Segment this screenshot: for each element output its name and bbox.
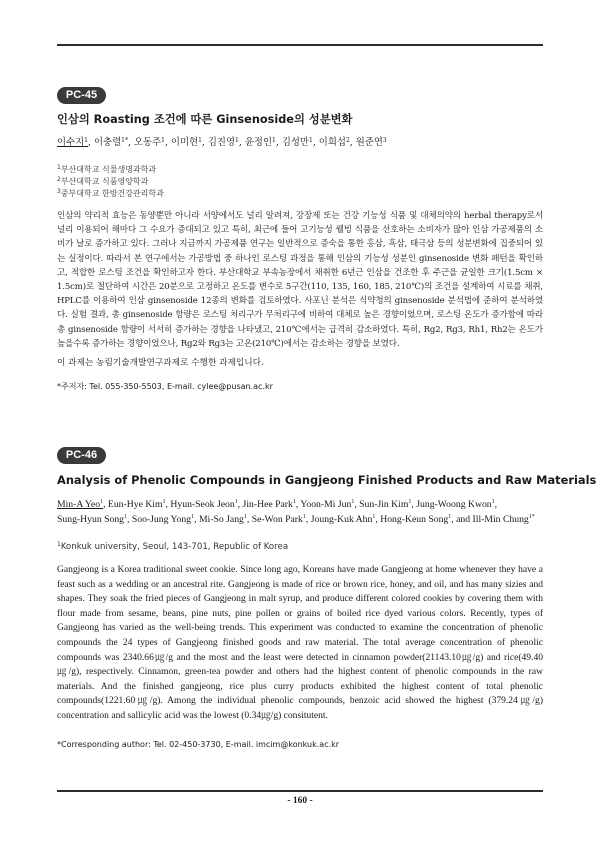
abstract-body: Gangjeong is a Korea traditional sweet cookie. Since long ago, Koreans have made Gangjeong at home whenever they have a feast such as a wedding or an ancestral rite. Gangjeong is made of rice or brown rice, honey, and oil, and has many sizies and shapes. They soak the fried pieces of Gangjeong in malt syrup, and produce different colored cookies by covering them with flour made from sesame, beans, pine nuts, pine pollen or grains of boiled rice dyed various colors. Recently, types of Gangjeong has varied as the well-being trends. This experiment was conducted to examine the concentration of phenolic compounds the 24 types of Gangjeong finished goods and raw material. The total average concentration of phenolic compounds was 2340.66㎍/g and the most and the least were detected in cinnamon powder(21143.10㎍/g) and rice(49.40㎍/g), respectively. Cinnamon, green-tea powder and others had the highest content of phenolic compounds in the raw materials. And the finished gangjeong, rice plus curry products exhibited the highest content of total phenolic compounds(1221.60㎍/g). Among the individual phenolic compounds, benzoic acid showed the highest (379.24㎍/g) concentration and sallicylic acid was the lowest (0.34㎍/g) consitutent. <box>57 564 543 721</box>
author-name: Yoon-Mi Jun$^1$ <box>300 499 355 510</box>
author-name: Min-A Yeo$^1$ <box>57 499 104 510</box>
abstract-badge: PC-46 <box>57 447 106 464</box>
author-name: 김진영$^1$ <box>207 137 239 148</box>
affiliation-item: $^1$부산대학교 식물생명과학과 <box>57 164 157 174</box>
abstract-badge: PC-45 <box>57 87 106 104</box>
author-name: 김성만$^1$ <box>281 137 313 148</box>
affiliation-list <box>57 164 164 200</box>
affiliation: $^1$Konkuk university, Seoul, 143-701, Republic of Korea <box>57 541 289 552</box>
contact-info: *Corresponding author: Tel. 02-450-3730, E-mail. imcim@konkuk.ac.kr <box>57 740 340 749</box>
author-name: and Ill-Min Chung$^{1*}$ <box>456 514 535 525</box>
author-name: 이미현$^1$ <box>170 137 202 148</box>
author-name: Hong-Keun Song$^1$ <box>380 514 452 525</box>
bottom-rule <box>57 790 543 792</box>
author-name: 이희섭$^2$ <box>318 137 350 148</box>
author-name: Mi-So Jang$^1$ <box>198 514 247 525</box>
author-name: 오동주$^1$ <box>133 137 165 148</box>
contact-info: *주저자: Tel. 055-350-5503, E-mail. cylee@pusan.ac.kr <box>57 382 273 391</box>
author-name: 원준연$^3$ <box>355 137 387 148</box>
author-name: Eun-Hye Kim$^1$ <box>107 499 166 510</box>
author-name: Sun-Jin Kim$^1$ <box>359 499 412 510</box>
author-name: 이충렬$^{1*}$ <box>93 137 128 148</box>
affiliation-item: $^2$부산대학교 식품영양학과 <box>57 176 149 186</box>
author-name: Sung-Hyun Song$^1$ <box>57 514 128 525</box>
author-name: Soo-Jung Yong$^1$ <box>131 514 195 525</box>
funding-note: 이 과제는 농림기술개발연구과제로 수행한 과제입니다. <box>57 358 264 368</box>
author-name: Se-Won Park$^1$ <box>251 514 306 525</box>
author-name: Jung-Woong Kwon$^1$ <box>416 499 495 510</box>
affiliation-item: $^3$중부대학교 한방건강관리학과 <box>57 188 164 198</box>
author-name: Joung-Kuk Ahn$^1$ <box>310 514 376 525</box>
author-name: 윤정인$^1$ <box>244 137 276 148</box>
abstract-title: 인삼의 Roasting 조건에 따른 Ginsenoside의 성분변화 <box>57 113 353 126</box>
author-name: Hyun-Seok Jeon$^1$ <box>170 499 238 510</box>
author-name: Jin-Hee Park$^1$ <box>242 499 296 510</box>
author-name: 이수지$^1$ <box>57 137 88 148</box>
top-rule <box>57 44 543 46</box>
page-number: - 160 - <box>287 796 313 806</box>
author-list: 이수지$^1$, 이충렬$^{1*}$, 오동주$^1$, 이미현$^1$, 김진영$^1$, 윤정인$^1$, 김성만$^1$, 이희섭$^2$, 원준연$^3$ <box>57 137 387 148</box>
abstract-title: Analysis of Phenolic Compounds in Gangjeong Finished Products and Raw Materials <box>57 473 597 487</box>
author-list: Min-A Yeo$^1$, Eun-Hye Kim$^1$, Hyun-Seok Jeon$^1$, Jin-Hee Park$^1$, Yoon-Mi Jun$^1$, Sun-Jin Kim$^1$, Jung-Woong Kwon$^1$, Sung-Hyun Song$^1$, Soo-Jung Yong$^1$, Mi-So Jang$^1$, Se-Won Park$^1$, Joung-Kuk Ahn$^1$, Hong-Keun Song$^1$, and Ill-Min Chung$^{1*}$ <box>57 499 535 525</box>
abstract-body: 인삼의 약리적 효능은 동양뿐만 아니라 서양에서도 널리 알려져, 강장제 또는 건강 기능성 식품 및 대체의약의 herbal therapy로서 널리 이용되어 해마다 그 수요가 증대되고 있고 특히, 최근에 들어 고기능성 웰빙 식품을 선호하는 소비자가 많아 인삼 가공제품의 소비가 날로 증가하고 있다. 그러나 지금까지 가공제품 연구는 일반적으로 증숙을 통한 홍삼, 흑삼, 태극삼 등의 성분변화에 집중되어 있는 실정이다. 따라서 본 연구에서는 가공방법 중 하나인 로스팅 과정을 통해 인삼의 기능성 성분인 ginsenoside 변화 패턴을 확인하고, 적합한 로스팅 조건을 확인하고자 한다. 부산대학교 부속농장에서 채취한 6년근 인삼을 건조한 후 주근을 균일한 크기(1.5cm × 1.5cm)로 절단하여 시간은 20분으로 고정하고 온도를 변수로 5구간(110, 135, 160, 185, 210℃)의 조건을 설계하여 시료를 채취, HPLC를 이용하여 인삼 ginsenoside 12종의 변화를 검토하였다. 사포닌 분석은 식약청의 ginsenoside 분석법에 준하여 분석하였다. 실험 결과, 총 ginsenoside 함량은 로스팅 처리구가 무처리구에 비하여 대체로 높은 경향이었으며, 로스팅 온도가 증가함에 따라 총 ginsenoside 함량이 서서히 증가하는 경향을 나타냈고, 210℃에서는 급격히 감소하였다. 특히, Rg2, Rg3, Rh1, Rh2는 온도가 높을수록 증가하는 경향이었으나, Rg2와 Rg3는 고온(210℃)에서는 감소하는 경향을 보였다. <box>57 211 543 349</box>
